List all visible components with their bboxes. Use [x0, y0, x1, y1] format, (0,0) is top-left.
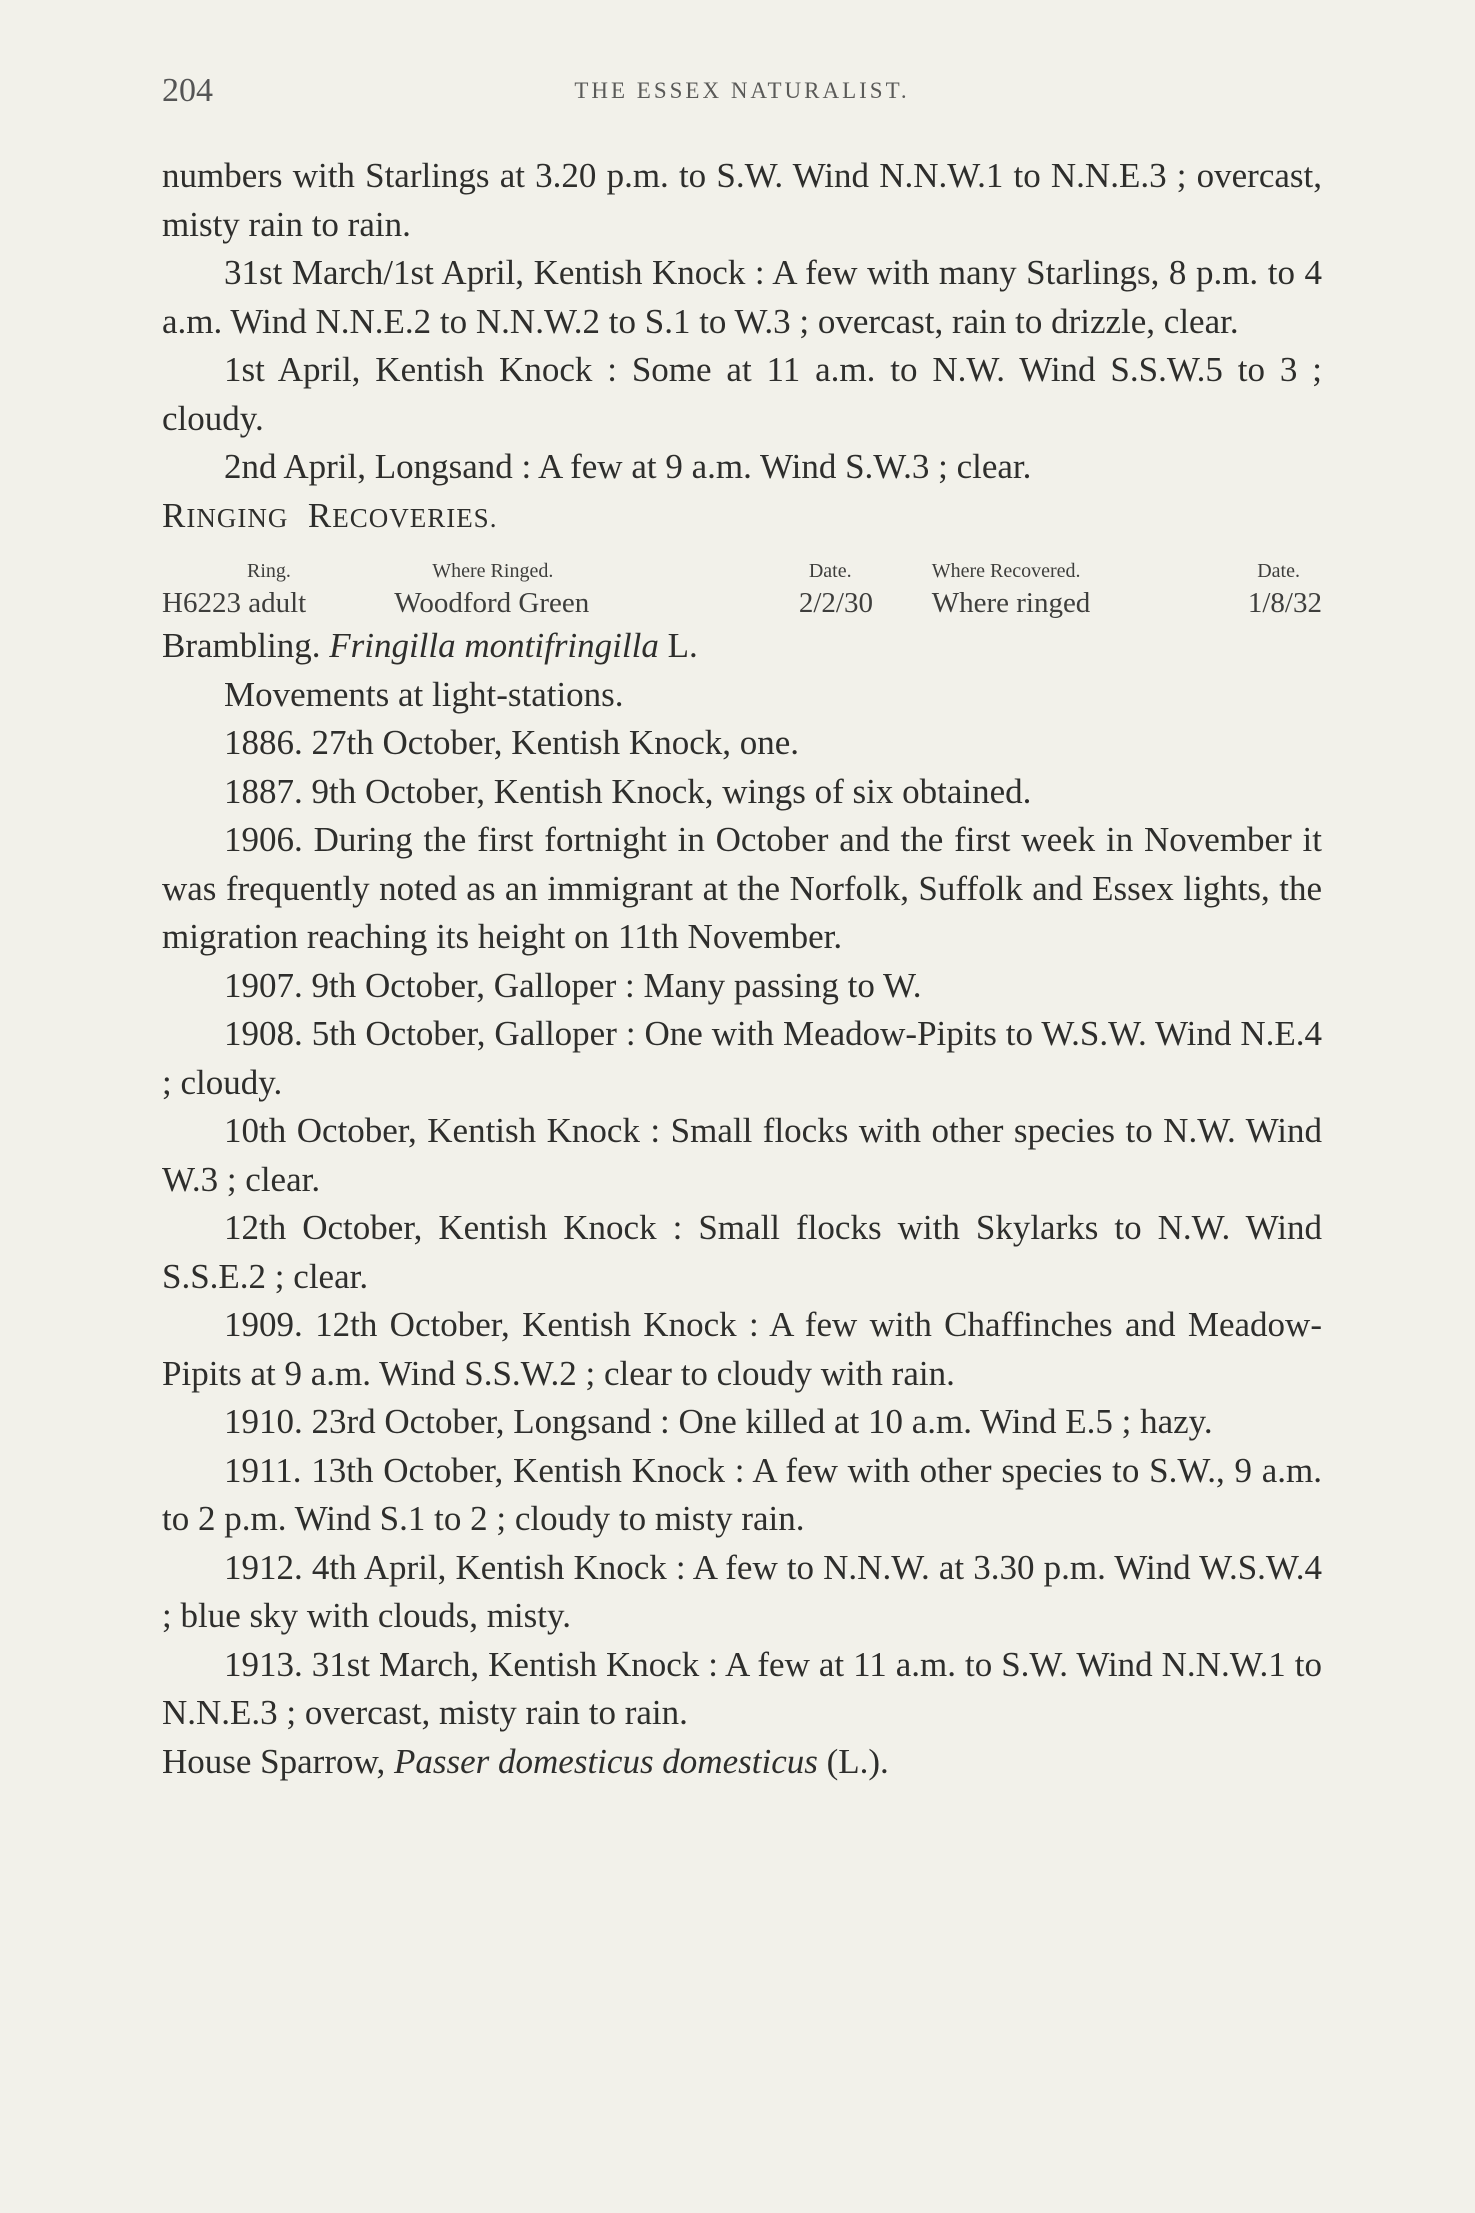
cell-where-ringed: Woodford Green — [394, 587, 590, 619]
page-number: 204 — [162, 72, 213, 109]
species-heading-brambling: Brambling. Fringilla montifringilla L. — [162, 626, 698, 665]
paragraph: 1907. 9th October, Galloper : Many passing to W. — [224, 965, 922, 1005]
paragraph: 1912. 4th April, Kentish Knock : A few to N.N.W. at 3.30 p.m. Wind W.S.W.4 ; blue sky with clouds, misty. — [162, 1547, 1322, 1635]
cell-date-recovered: 1/8/32 — [1247, 587, 1322, 619]
paragraph: 1911. 13th October, Kentish Knock : A few with other species to S.W., 9 a.m. to 2 p.m. Wind S.1 to 2 ; cloudy to misty rain. — [162, 1450, 1322, 1538]
ringing-recoveries-heading: RINGING RECOVERIES. — [162, 495, 498, 535]
cell-ring: H6223 adult — [162, 587, 307, 619]
cell-date-ringed: 2/2/30 — [798, 587, 873, 619]
paragraph: 1913. 31st March, Kentish Knock : A few at 11 a.m. to S.W. Wind N.N.W.1 to N.N.E.3 ; overcast, misty rain to rain. — [162, 1644, 1322, 1732]
latin-name: Passer domesticus domesticus — [394, 1741, 818, 1781]
latin-name: Fringilla montifringilla — [329, 626, 659, 665]
paragraph: 1908. 5th October, Galloper : One with Meadow-Pipits to W.S.W. Wind N.E.4 ; cloudy. — [162, 1014, 1322, 1102]
ringing-recoveries-table — [162, 552, 1322, 622]
column-header-where-ringed: Where Ringed. — [432, 560, 554, 582]
paragraph: 1886. 27th October, Kentish Knock, one. — [224, 723, 800, 762]
paragraph: 1906. During the first fortnight in October and the first week in November it was frequently noted as an immigrant at the Norfolk, Suffolk and Essex lights, the migration reaching its height on 11th November. — [162, 820, 1322, 956]
column-header-date-recovered: Date. — [1257, 560, 1300, 582]
paragraph: 1st April, Kentish Knock : Some at 11 a.m. to N.W. Wind S.S.W.5 to 3 ; cloudy. — [162, 350, 1322, 438]
cell-where-recovered: Where ringed — [931, 587, 1091, 619]
paragraph: 2nd April, Longsand : A few at 9 a.m. Wind S.W.3 ; clear. — [224, 447, 1032, 486]
species-heading-house-sparrow: House Sparrow, Passer domesticus domesticus (L.). — [162, 1741, 889, 1781]
column-header-ring: Ring. — [247, 560, 291, 582]
column-header-date: Date. — [808, 560, 852, 582]
table-header-row — [162, 552, 1322, 584]
paragraph: 1887. 9th October, Kentish Knock, wings of six obtained. — [224, 771, 1032, 811]
paragraph: 1909. 12th October, Kentish Knock : A few with Chaffinches and Meadow-Pipits at 9 a.m. Wind S.S.W.2 ; clear to cloudy with rain. — [162, 1305, 1322, 1393]
table-row — [162, 584, 1322, 622]
paragraph: 12th October, Kentish Knock : Small flocks with Skylarks to N.W. Wind S.S.E.2 ; clear. — [162, 1208, 1322, 1296]
paragraph: numbers with Starlings at 3.20 p.m. to S.W. Wind N.N.W.1 to N.N.E.3 ; overcast, misty rain to rain. — [162, 156, 1322, 244]
column-header-where-recovered: Where Recovered. — [931, 560, 1081, 582]
page-header — [162, 72, 1322, 122]
running-title: THE ESSEX NATURALIST. — [574, 78, 910, 103]
paragraph: Movements at light-stations. — [224, 674, 624, 714]
paragraph: 10th October, Kentish Knock : Small flocks with other species to N.W. Wind W.3 ; clear. — [162, 1111, 1322, 1199]
page-body — [162, 152, 1322, 1786]
paragraph: 31st March/1st April, Kentish Knock : A few with many Starlings, 8 p.m. to 4 a.m. Wind N.N.E.2 to N.N.W.2 to S.1 to W.3 ; overcast, rain to drizzle, clear. — [162, 253, 1322, 341]
paragraph: 1910. 23rd October, Longsand : One killed at 10 a.m. Wind E.5 ; hazy. — [224, 1402, 1213, 1441]
